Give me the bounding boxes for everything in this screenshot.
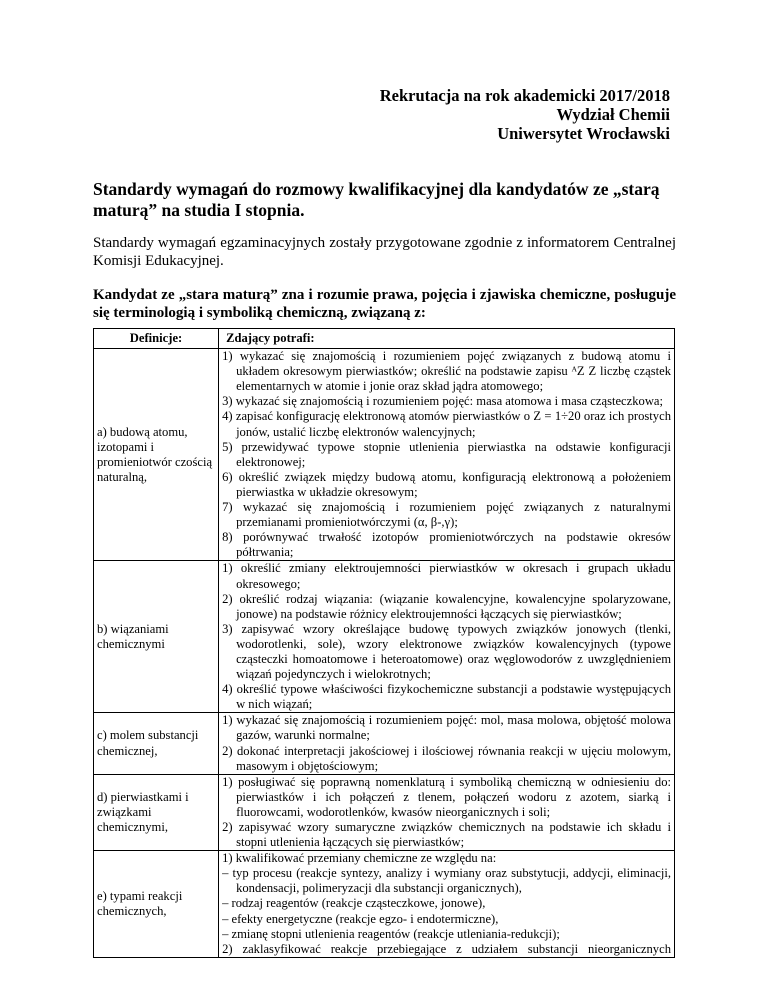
items-cell <box>219 774 675 850</box>
list-item: 1) posługiwać się poprawną nomenklaturą i symboliką chemiczną w odniesieniu do: pierwiastków i ich połączeń z tlenem, połączeń wodoru z azotem, siarką i fluorowcami, wodorotlenków, kwasów nieorganicznych i soli; <box>222 774 671 819</box>
list-item: 1) wykazać się znajomością i rozumieniem pojęć związanych z budową atomu i układem okresowym pierwiastków; określić na podstawie zapisu ᴬZ Z liczbę cząstek elementarnych w atomie i jonie oraz skład jądra atomowego; <box>222 349 671 394</box>
table-row <box>94 851 675 958</box>
items-cell <box>219 851 675 958</box>
list-item: 5) przewidywać typowe stopnie utlenienia pierwiastka na odstawie konfiguracji elektronowej; <box>222 439 671 469</box>
list-item: 1) określić zmiany elektroujemności pierwiastków w okresach i grupach układu okresowego; <box>222 561 671 591</box>
list-item: 1) wykazać się znajomością i rozumieniem pojęć: mol, masa molowa, objętość molowa gazów, warunki normalne; <box>222 713 671 743</box>
list-item: – zmianę stopni utlenienia reagentów (reakcje utleniania-redukcji); <box>222 926 560 941</box>
table-row <box>94 713 675 774</box>
table-row <box>94 774 675 850</box>
document-header <box>380 86 670 143</box>
col-header-abilities: Zdający potrafi: <box>219 329 675 349</box>
list-item: – typ procesu (reakcje syntezy, analizy i wymiany oraz substytucji, addycji, eliminacji, kondensacji, polimeryzacji dla substancji organicznych), <box>222 866 671 896</box>
category-cell: c) molem substancji chemicznej, <box>94 713 219 774</box>
table-header-row <box>94 329 675 349</box>
list-item: – rodzaj reagentów (reakcje cząsteczkowe, jonowe), <box>222 896 486 911</box>
category-cell: d) pierwiastkami i związkami chemicznymi, <box>94 774 219 850</box>
list-item: – efekty energetyczne (reakcje egzo- i endotermiczne), <box>222 911 499 926</box>
list-item: 4) zapisać konfigurację elektronową atomów pierwiastków o Z = 1÷20 oraz ich prostych jonów, ustalić liczbę elektronów walencyjnych; <box>222 409 671 439</box>
list-item: 6) określić związek między budową atomu, konfiguracją elektronową a położeniem pierwiastka w układzie okresowym; <box>222 469 671 499</box>
list-item: 3) wykazać się znajomością i rozumieniem pojęć: masa atomowa i masa cząsteczkowa; <box>222 394 664 409</box>
items-cell <box>219 349 675 561</box>
table-row <box>94 561 675 713</box>
col-header-definitions: Definicje: <box>94 329 219 349</box>
list-item: 7) wykazać się znajomością i rozumieniem pojęć związanych z naturalnymi przemianami promieniotwórczymi (α, β-,γ); <box>222 500 671 530</box>
category-cell: a) budową atomu, izotopami i promieniotwór czością naturalną, <box>94 349 219 561</box>
items-cell <box>219 713 675 774</box>
list-item: 3) zapisywać wzory określające budowę typowych związków jonowych (tlenki, wodorotlenki, sole), wzory elektronowe związków kowalencyjnych (typowe cząsteczki homoatomowe i heteroatomowe) oraz węglowodorów z uwzględnieniem wiązań pojedynczych i wielokrotnych; <box>222 621 671 682</box>
standards-table <box>93 328 675 958</box>
table-row <box>94 349 675 561</box>
category-cell: b) wiązaniami chemicznymi <box>94 561 219 713</box>
list-item: 2) określić rodzaj wiązania: (wiązanie kowalencyjne, kowalencyjne spolaryzowane, jonowe) na podstawie różnicy elektroujemności łączących się pierwiastków; <box>222 591 671 621</box>
list-item: 2) zapisywać wzory sumaryczne związków chemicznych na podstawie ich składu i stopni utlenienia łączących się pierwiastków; <box>222 820 671 850</box>
category-cell: e) typami reakcji chemicznych, <box>94 851 219 958</box>
lead-paragraph: Kandydat ze „stara maturą” zna i rozumie prawa, pojęcia i zjawiska chemiczne, posługuje się terminologią i symboliką chemiczną, związaną z: <box>93 287 676 321</box>
items-cell <box>219 561 675 713</box>
header-recruitment-year: Rekrutacja na rok akademicki 2017/2018 <box>379 86 670 105</box>
header-faculty: Wydział Chemii <box>556 105 670 124</box>
intro-paragraph: Standardy wymagań egzaminacyjnych zostały przygotowane zgodnie z informatorem Centralnej Komisji Edukacyjnej. <box>93 235 676 269</box>
document-title: Standardy wymagań do rozmowy kwalifikacyjnej dla kandydatów ze „starą maturą” na studia I stopnia. <box>93 179 660 220</box>
list-item: 8) porównywać trwałość izotopów promieniotwórczych na podstawie okresów półtrwania; <box>222 530 671 560</box>
header-university: Uniwersytet Wrocławski <box>497 124 670 143</box>
list-item: 2) dokonać interpretacji jakościowej i ilościowej równania reakcji w ujęciu molowym, masowym i objętościowym; <box>222 743 671 773</box>
list-item: 1) kwalifikować przemiany chemiczne ze względu na: <box>222 851 497 866</box>
list-item: 2) zaklasyfikować reakcje przebiegające z udziałem substancji nieorganicznych <box>222 941 671 956</box>
list-item: 4) określić typowe właściwości fizykochemiczne substancji a podstawie występujących w nich wiązań; <box>222 682 671 712</box>
